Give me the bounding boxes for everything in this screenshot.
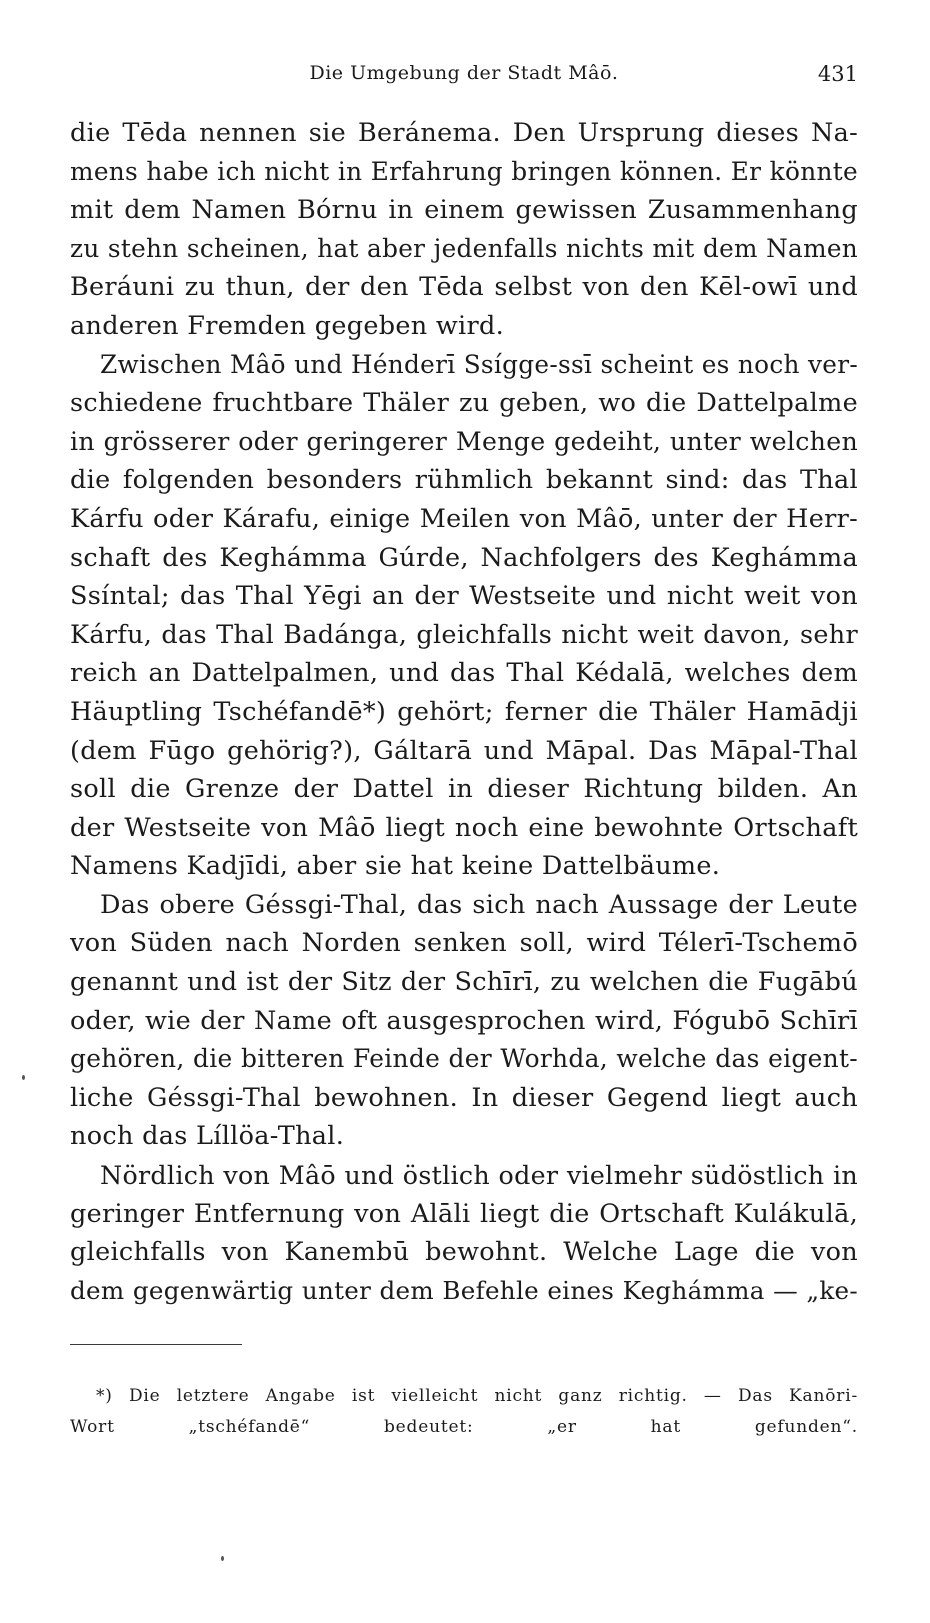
text-line: die Tēda nennen sie Beránema. Den Ursprung dieses Na-: [70, 118, 858, 148]
text-line: Nördlich von Mâō und östlich oder vielmehr südöstlich in: [100, 1160, 858, 1191]
text-line: genannt und ist der Sitz der Schīrī, zu welchen die Fugābú: [70, 967, 858, 998]
body-text: [70, 114, 858, 1310]
text-line: anderen Fremden gegeben wird.: [70, 310, 505, 341]
text-line: Kárfu oder Kárafu, einige Meilen von Mâō, unter der Herr-: [70, 503, 858, 534]
footnote-separator: [70, 1344, 242, 1345]
footnote-line: Wort „tschéfandē“ bedeutet: „er hat gefunden“.: [70, 1417, 858, 1437]
text-line: in grösserer oder geringerer Menge gedeiht, unter welchen: [70, 426, 858, 456]
footnote-line: *) Die letztere Angabe ist vielleicht nicht ganz richtig. — Das Kanōri-: [96, 1386, 858, 1406]
scan-speck: [221, 1556, 224, 1561]
text-line: die folgenden besonders rühmlich bekannt sind: das Thal: [70, 465, 858, 496]
text-line: Beráuni zu thun, der den Tēda selbst von den Kēl-owī und: [70, 272, 858, 303]
paragraph: [70, 886, 858, 1156]
footnote: [70, 1381, 858, 1443]
running-header: [70, 62, 858, 90]
text-line: gehören, die bitteren Feinde der Worhda, welche das eigent-: [70, 1044, 858, 1074]
text-line: geringer Entfernung von Alāli liegt die Ortschaft Kulákulā,: [70, 1198, 858, 1229]
scan-speck: [22, 1075, 25, 1080]
text-line: Namens Kadjīdi, aber sie hat keine Dattelbäume.: [70, 851, 721, 882]
text-line: mens habe ich nicht in Erfahrung bringen können. Er könnte: [70, 156, 858, 186]
page-number: 431: [817, 62, 858, 86]
paragraph: [70, 1156, 858, 1310]
paragraph: [70, 346, 858, 886]
text-line: reich an Dattelpalmen, und das Thal Kédalā, welches dem: [70, 658, 858, 689]
text-line: liche Géssgi-Thal bewohnen. In dieser Gegend liegt auch: [70, 1082, 858, 1113]
text-line: noch das Líllöa-Thal.: [70, 1121, 345, 1152]
text-line: dem gegenwärtig unter dem Befehle eines Keghámma — „ke-: [70, 1275, 858, 1305]
running-title: Die Umgebung der Stadt Mâō.: [309, 62, 619, 84]
text-line: Kárfu, das Thal Badánga, gleichfalls nicht weit davon, sehr: [70, 619, 858, 650]
text-line: der Westseite von Mâō liegt noch eine bewohnte Ortschaft: [70, 812, 858, 843]
paragraph: [70, 114, 858, 346]
text-line: (dem Fūgo gehörig?), Gáltarā und Māpal. Das Māpal-Thal: [70, 735, 858, 766]
text-line: mit dem Namen Bórnu in einem gewissen Zusammenhang: [70, 195, 858, 226]
text-line: zu stehn scheinen, hat aber jedenfalls nichts mit dem Namen: [70, 233, 858, 263]
text-line: Häuptling Tschéfandē*) gehört; ferner die Thäler Hamādji: [70, 696, 858, 727]
text-line: soll die Grenze der Dattel in dieser Richtung bilden. An: [70, 774, 858, 805]
text-line: von Süden nach Norden senken soll, wird Télerī-Tschemō: [70, 928, 858, 959]
text-line: Das obere Géssgi-Thal, das sich nach Aussage der Leute: [100, 889, 858, 920]
text-line: Zwischen Mâō und Hénderī Ssígge-ssī scheint es noch ver-: [100, 349, 858, 379]
text-line: schaft des Keghámma Gúrde, Nachfolgers des Keghámma: [70, 542, 858, 573]
text-line: schiedene fruchtbare Thäler zu geben, wo die Dattelpalme: [70, 388, 858, 419]
text-line: gleichfalls von Kanembū bewohnt. Welche Lage die von: [70, 1237, 858, 1268]
text-line: oder, wie der Name oft ausgesprochen wird, Fógubō Schīrī: [70, 1005, 858, 1036]
text-line: Ssíntal; das Thal Yēgi an der Westseite und nicht weit von: [70, 581, 858, 612]
